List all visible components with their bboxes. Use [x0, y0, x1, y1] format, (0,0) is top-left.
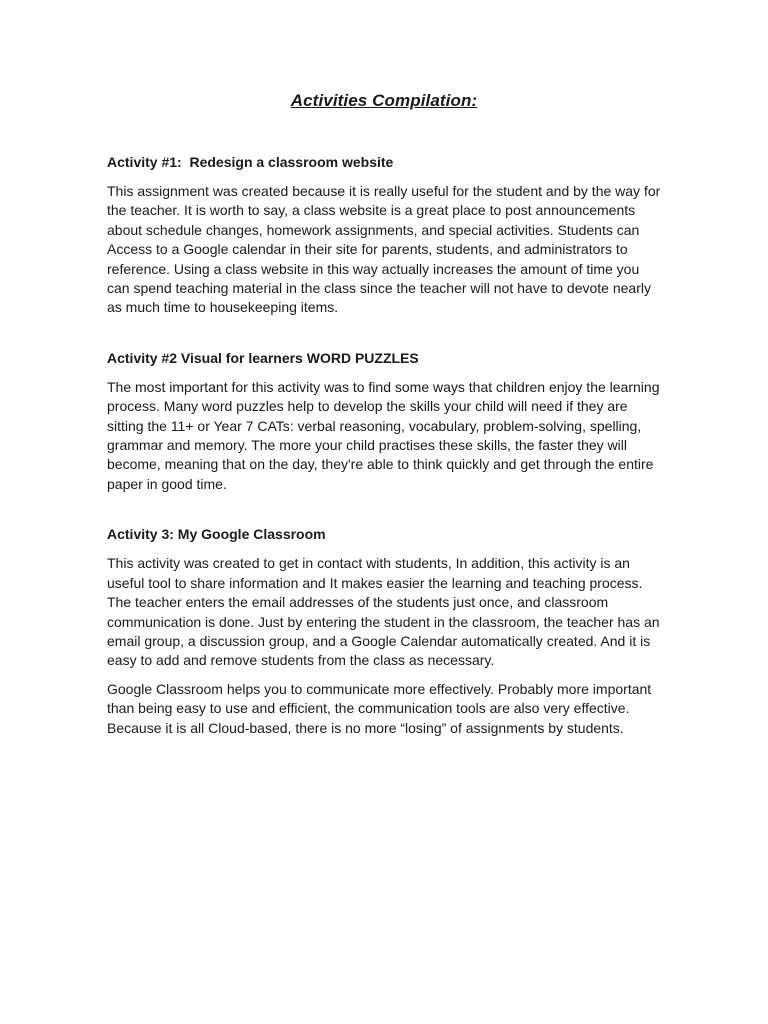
- section-activity-2: [107, 349, 663, 494]
- document-title: Activities Compilation:: [290, 91, 478, 110]
- section-heading: Activity #1: Redesign a classroom website: [107, 154, 394, 170]
- section-heading: Activity #2 Visual for learners WORD PUZZLES: [107, 349, 419, 366]
- document-body: [107, 153, 663, 738]
- section-activity-1: [107, 153, 663, 318]
- section-paragraph: Google Classroom helps you to communicate more effectively. Probably more important than being easy to use and efficient, the communication tools are also very effective. Because it is all Cloud-based, there is no more “losing” of assignments by students.: [107, 680, 652, 736]
- section-paragraph: This assignment was created because it is really useful for the student and by the way for the teacher. It is worth to say, a class website is a great place to post announcements about schedule changes, homework assignments, and special activities. Students can Access to a Google calendar in their site for parents, students, and administrators to reference. Using a class website in this way actually increases the amount of time you can spend teaching material in the class since the teacher will not have to devote nearly as much time to housekeeping items.: [107, 183, 661, 316]
- section-paragraph: The most important for this activity was to find some ways that children enjoy the learning process. Many word puzzles help to develop the skills your child will need if they are sitting the 11+ or Year 7 CATs: verbal reasoning, vocabulary, problem-solving, spelling, grammar and memory. The more your child practises these skills, the faster they will become, meaning that on the day, they're able to think quickly and get through the entire paper in good time.: [107, 378, 660, 492]
- section-activity-3: [107, 525, 663, 738]
- section-heading: Activity 3: My Google Classroom: [107, 526, 326, 543]
- section-paragraph: This activity was created to get in contact with students, In addition, this activity is an useful tool to share information and It makes easier the learning and teaching process. The teacher enters the email addresses of the students just once, and classroom communication is done. Just by entering the student in the classroom, the teacher has an email group, a discussion group, and a Google Calendar automatically created. And it is easy to add and remove students from the class as necessary.: [107, 555, 660, 669]
